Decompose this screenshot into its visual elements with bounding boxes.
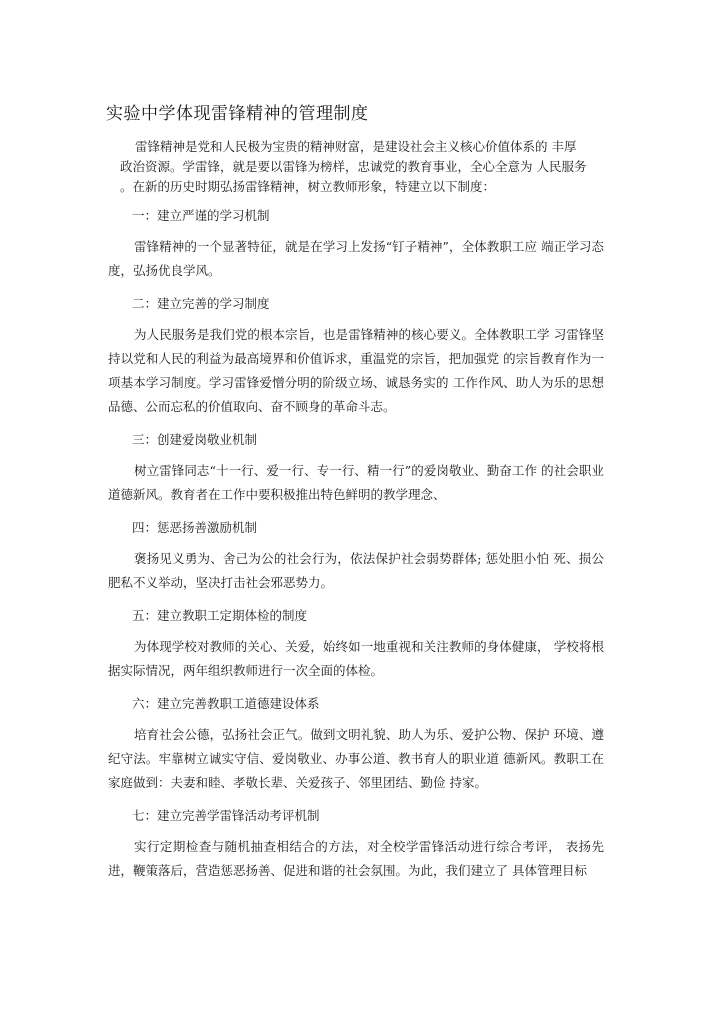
- section-body: 雷锋精神的一个显著特征，就是在学习上发扬“钉子精神”，全体教职工应 端正学习态度，弘扬优良学风。: [108, 239, 604, 278]
- section-7: [108, 805, 604, 883]
- section-heading: 五：建立教职工定期体检的制度: [132, 608, 308, 623]
- section-heading: 四：惩恶扬善激励机制: [132, 520, 258, 535]
- intro-line-3: 。在新的历史时期弘扬雷锋精神，树立教师形象，特建立以下制度：: [120, 179, 496, 194]
- section-body: 为体现学校对教师的关心、关爱，始终如一地重视和关注教师的身体健康， 学校将根据实际情况，两年组织教师进行一次全面的体检。: [108, 639, 604, 678]
- section-body: 实行定期检查与随机抽查相结合的方法，对全校学雷锋活动进行综合考评， 表扬先进，鞭策落后，营造惩恶扬善、促进和谐的社会氛围。为此，我们建立了 具体管理目标: [108, 839, 604, 878]
- sections-list: [108, 205, 604, 893]
- section-body: 培育社会公德，弘扬社会正气。做到文明礼貌、助人为乐、爱护公物、保护 环境、遵纪守法。牢靠树立诚实守信、爱岗敬业、办事公道、教书育人的职业道 德新风。教职工在家庭做到：夫妻和睦、孝敬长辈、关爱孩子、邻里团结、勤俭 持家。: [108, 727, 604, 790]
- section-heading: 七：建立完善学雷锋活动考评机制: [132, 808, 320, 823]
- intro-line-2: 政治资源。学雷锋，就是要以雷锋为榜样，忠诚党的教育事业，全心全意为 人民服务: [120, 159, 587, 174]
- intro-line-1: 雷锋精神是党和人民极为宝贵的精神财富，是建设社会主义核心价值体系的 丰厚: [135, 139, 577, 154]
- section-2: [108, 293, 604, 419]
- section-heading: 六：建立完善教职工道德建设体系: [132, 696, 320, 711]
- section-body: 树立雷锋同志“十一行、爱一行、专一行、精一行”的爱岗敬业、勤奋工作 的社会职业道德新风。教育者在工作中要积极推出特色鲜明的教学理念、: [108, 463, 604, 502]
- section-1: [108, 205, 604, 283]
- page-title: 实验中学体现雷锋精神的管理制度: [106, 104, 369, 124]
- section-heading: 二：建立完善的学习制度: [132, 296, 270, 311]
- section-3: [108, 429, 604, 507]
- section-heading: 三：创建爱岗敬业机制: [132, 432, 258, 447]
- section-4: [108, 517, 604, 595]
- intro-paragraph: [120, 137, 612, 197]
- section-body: 褒扬见义勇为、舍己为公的社会行为，依法保护社会弱势群体; 惩处胆小怕 死、损公肥私不义举动，坚决打击社会邪恶势力。: [108, 551, 604, 590]
- section-5: [108, 605, 604, 683]
- section-6: [108, 693, 604, 795]
- section-heading: 一：建立严谨的学习机制: [132, 208, 270, 223]
- section-body: 为人民服务是我们党的根本宗旨，也是雷锋精神的核心要义。全体教职工学 习雷锋坚持以党和人民的利益为最高境界和价值诉求，重温党的宗旨，把加强党 的宗旨教育作为一项基本学习制度。学习雷锋爱憎分明的阶级立场、诚恳务实的 工作作风、助人为乐的思想品德、公而忘私的价值取向、奋不顾身的革命斗志。: [108, 327, 604, 414]
